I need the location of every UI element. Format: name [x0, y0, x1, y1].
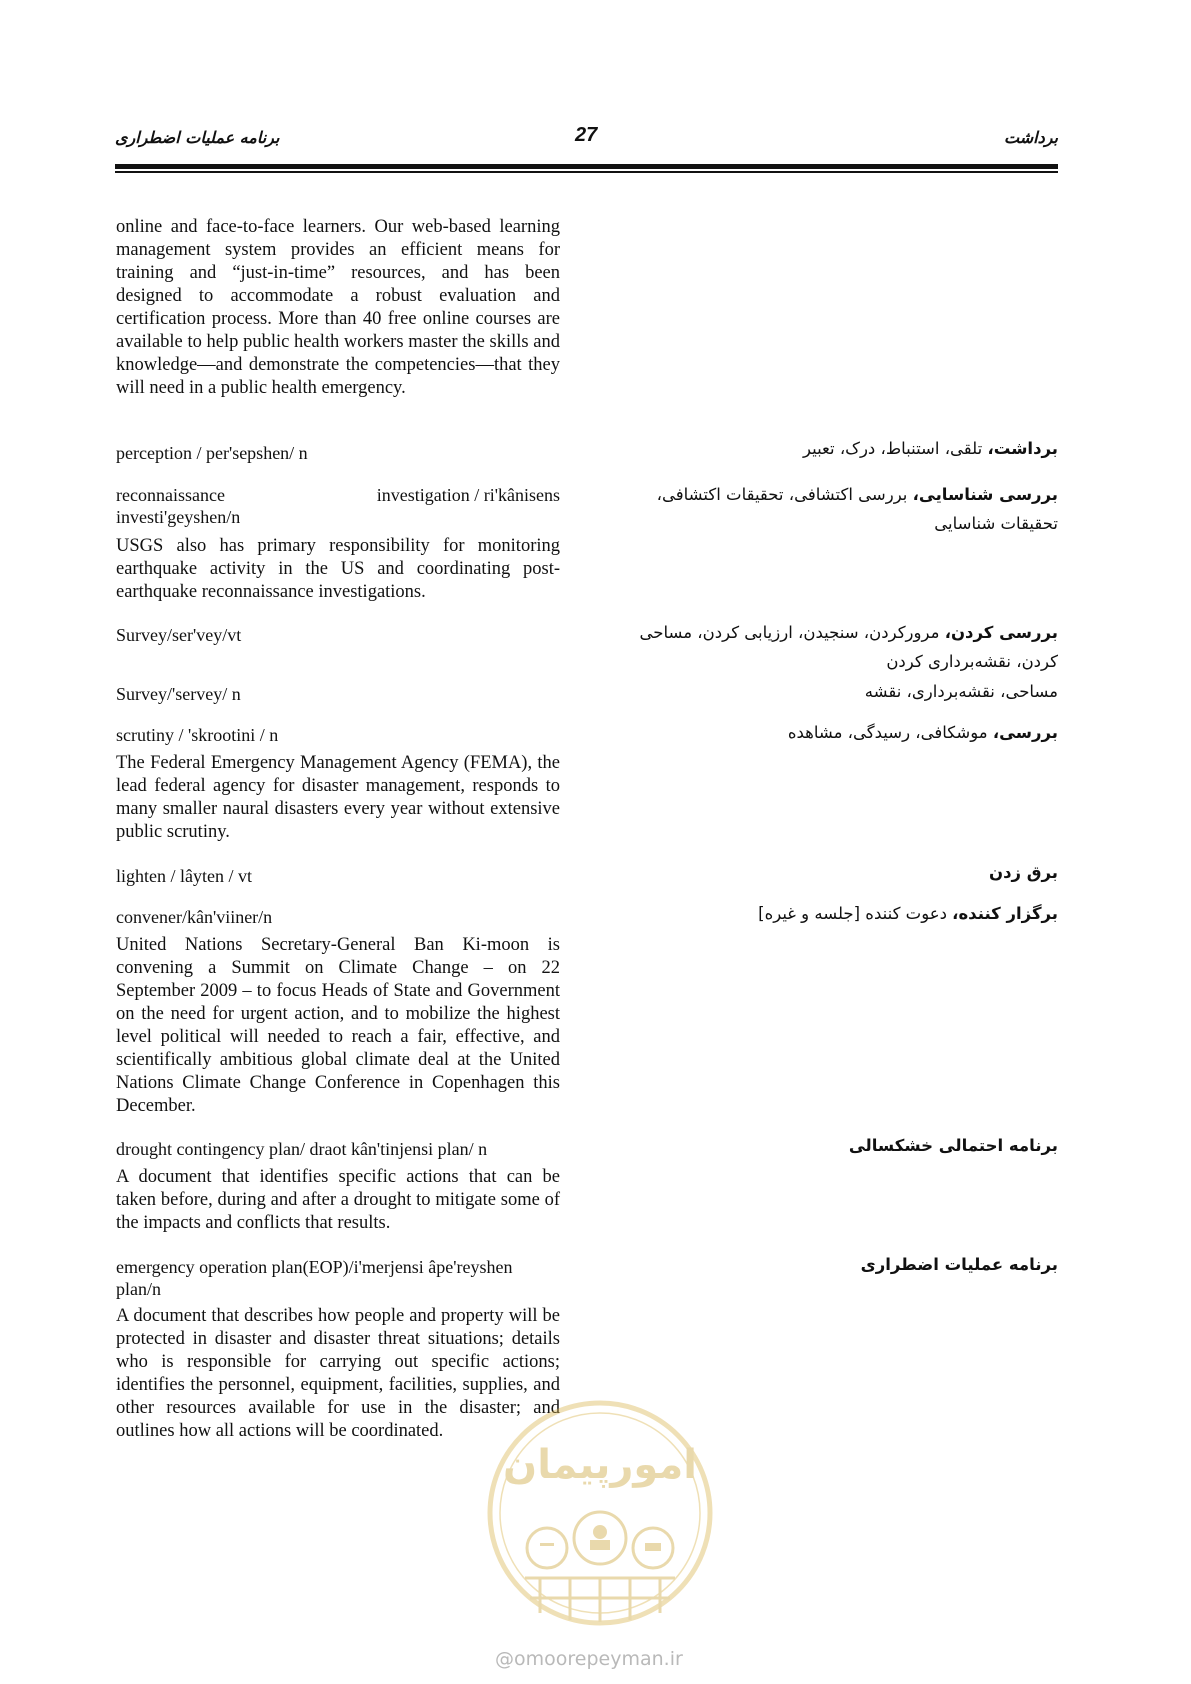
eop-paragraph: A document that describes how people and property will be protected in disaster and disaster threat situations; details who is responsible for carrying out specific actions; identifies the personnel, equipment, facilities, supplies, and other resources available for use in the disaster; and outlines how all actions will be coordinated. [116, 1306, 560, 1441]
scrutiny-paragraph: The Federal Emergency Management Agency (FEMA), the lead federal agency for disaster management, responds to many smaller naural disasters every year without extensive public scrutiny. [116, 753, 560, 842]
page-header [115, 124, 1058, 158]
fa-convener-rest: دعوت کننده [جلسه و غیره] [758, 904, 953, 923]
fa-survey-vt [598, 618, 1058, 676]
term-reconnaissance-word: reconnaissance [116, 485, 225, 505]
fa-scrutiny-head: بررسی، [992, 723, 1058, 742]
fa-lighten [598, 858, 1058, 887]
header-rule-thin [115, 171, 1058, 173]
header-rule-thick [115, 164, 1058, 169]
watermark-site: @omoorepeyman.ir [495, 1648, 683, 1670]
fa-survey-n: مساحی، نقشه‌برداری، نقشه [864, 682, 1058, 701]
watermark-stamp-logo [485, 1398, 715, 1628]
intro-paragraph: online and face-to-face learners. Our web-based learning management system provides an efficient means for training and “just-in-time” resources, and has been designed to accommodate a robust evaluation and certification process. More than 40 free online courses are available to help public health workers master the skills and knowledge—and demonstrate the competencies—that they will need in a public health emergency. [116, 217, 560, 398]
term-reconnaissance [116, 484, 560, 528]
fa-lighten-head: برق زدن [988, 863, 1058, 882]
running-title-left: برنامه عملیات اضطراری [115, 128, 280, 147]
page-number: 27 [575, 124, 598, 146]
fa-scrutiny [598, 718, 1058, 747]
fa-survey-rest: مرورکردن، سنجیدن، ارزیابی کردن، مساحی کردن، نقشه‌برداری کردن [639, 623, 1058, 671]
fa-reconnaissance [598, 480, 1058, 538]
term-lighten: lighten / lâyten / vt [116, 866, 252, 886]
fa-scrutiny-rest: موشکافی، رسیدگی، مشاهده [787, 723, 993, 742]
fa-perception [598, 434, 1058, 463]
stamp-text: امورپیمان [503, 1442, 697, 1488]
term-convener: convener/kân'viiner/n [116, 907, 273, 927]
fa-recon-rest: بررسی اکتشافی، تحقیقات اکتشافی، تحقیقات شناسایی [656, 485, 1058, 533]
fa-convener-head: برگزار کننده، [952, 904, 1058, 923]
fa-eop-head: برنامه عملیات اضطراری [860, 1255, 1058, 1274]
fa-perception-rest: تلقی، استنباط، درک، تعبیر [803, 439, 988, 458]
fa-perception-head: برداشت، [987, 439, 1058, 458]
term-survey-vt: Survey/ser'vey/vt [116, 625, 242, 645]
term-drought-plan: drought contingency plan/ draot kân'tinjensi plan/ n [116, 1139, 488, 1159]
term-survey-n: Survey/'servey/ n [116, 684, 241, 704]
running-title-right: برداشت [1004, 128, 1058, 147]
term-eop: emergency operation plan(EOP)/i'merjensi âpe'reyshen plan/n [116, 1257, 513, 1299]
fa-drought-plan [598, 1131, 1058, 1160]
fa-drought-head: برنامه احتمالی خشکسالی [848, 1136, 1058, 1155]
term-scrutiny: scrutiny / 'skrootini / n [116, 725, 279, 745]
recon-paragraph: USGS also has primary responsibility for monitoring earthquake activity in the US and coordinating post-earthquake reconnaissance investigations. [116, 536, 560, 602]
fa-convener [598, 899, 1058, 928]
term-reconnaissance-pron: investi'geyshen/n [116, 507, 241, 527]
term-investigation-word: investigation / ri'kânisens [376, 485, 560, 505]
fa-recon-head: بررسی شناسایی، [912, 485, 1058, 504]
fa-survey-head: بررسی کردن، [944, 623, 1058, 642]
fa-eop [598, 1250, 1058, 1279]
drought-paragraph: A document that identifies specific actions that can be taken before, during and after a drought to mitigate some of the impacts and conflicts that results. [116, 1167, 560, 1233]
term-perception: perception / per'sepshen/ n [116, 443, 308, 463]
convener-paragraph: United Nations Secretary-General Ban Ki-moon is convening a Summit on Climate Change – on 22 September 2009 – to focus Heads of State and Government on the need for urgent action, and to mobilize the highest level political will needed to reach a fair, effective, and scientifically ambitious global climate deal at the United Nations Climate Change Conference in Copenhagen this December. [116, 935, 560, 1116]
